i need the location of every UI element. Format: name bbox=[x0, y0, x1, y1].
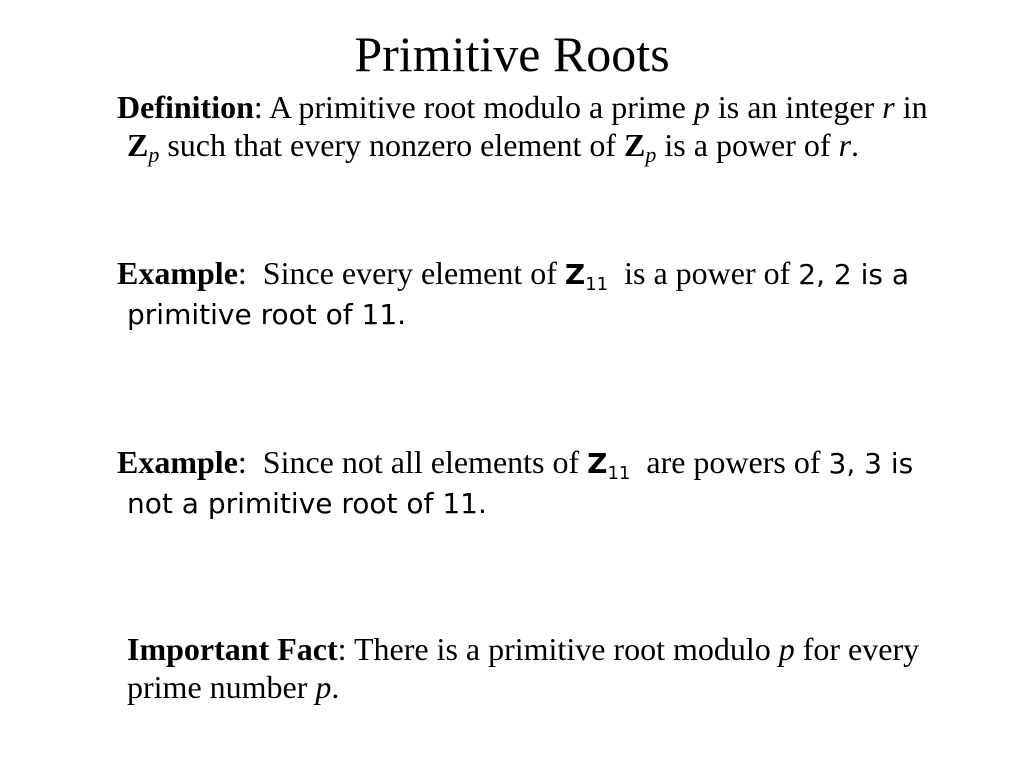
important-fact-paragraph bbox=[127, 630, 947, 706]
definition-colon: : bbox=[253, 89, 263, 125]
example-1-set-z-subscript: 11 bbox=[585, 274, 609, 295]
definition-text-5: is a power of bbox=[656, 127, 839, 163]
important-fact-colon: : bbox=[337, 631, 347, 667]
important-fact-var-p: p bbox=[778, 631, 795, 667]
definition-var-r-2: r bbox=[838, 127, 852, 163]
important-fact-text-1: There is a primitive root modulo bbox=[346, 631, 779, 667]
definition-text-4: such that every nonzero element of bbox=[159, 127, 625, 163]
example-2-colon: : bbox=[237, 444, 247, 480]
example-1-set-z: Z bbox=[564, 258, 586, 291]
definition-label: Definition bbox=[117, 89, 254, 125]
definition-text-2: is an integer bbox=[709, 89, 883, 125]
definition-paragraph bbox=[117, 88, 947, 167]
definition-text-3: in bbox=[894, 89, 928, 125]
slide-title: Primitive Roots bbox=[354, 26, 670, 82]
example-1-math-text: 2, 2 is a primitive root of 11. bbox=[127, 258, 910, 331]
important-fact-text-2: for every prime number bbox=[127, 631, 920, 705]
important-fact-var-p-2: p bbox=[315, 669, 332, 705]
definition-set-z-subscript: p bbox=[148, 142, 160, 167]
definition-text-1: A primitive root modulo a prime bbox=[262, 89, 694, 125]
definition-set-z-2: Z bbox=[624, 127, 646, 163]
example-2-text-1: Since not all elements of bbox=[246, 444, 588, 480]
definition-set-z-2-subscript: p bbox=[645, 142, 657, 167]
example-2-label: Example bbox=[117, 444, 238, 480]
definition-var-r: r bbox=[882, 89, 895, 125]
example-1-paragraph bbox=[117, 254, 947, 334]
example-1-label: Example bbox=[117, 255, 238, 291]
example-2-math-text: 3, 3 is not a primitive root of 11. bbox=[127, 447, 914, 520]
important-fact-text-3: . bbox=[331, 669, 340, 705]
definition-set-z: Z bbox=[127, 127, 149, 163]
example-1-text-2: is a power of bbox=[608, 255, 799, 291]
important-fact-label: Important Fact bbox=[127, 631, 338, 667]
example-2-set-z: Z bbox=[587, 447, 608, 480]
example-1-colon: : bbox=[237, 255, 247, 291]
definition-var-p: p bbox=[693, 89, 710, 125]
example-2-text-2: are powers of bbox=[630, 444, 829, 480]
example-1-text-1: Since every element of bbox=[246, 255, 565, 291]
example-2-set-z-subscript: 11 bbox=[607, 463, 631, 484]
definition-text-6: . bbox=[851, 127, 860, 163]
example-2-paragraph bbox=[117, 443, 947, 523]
